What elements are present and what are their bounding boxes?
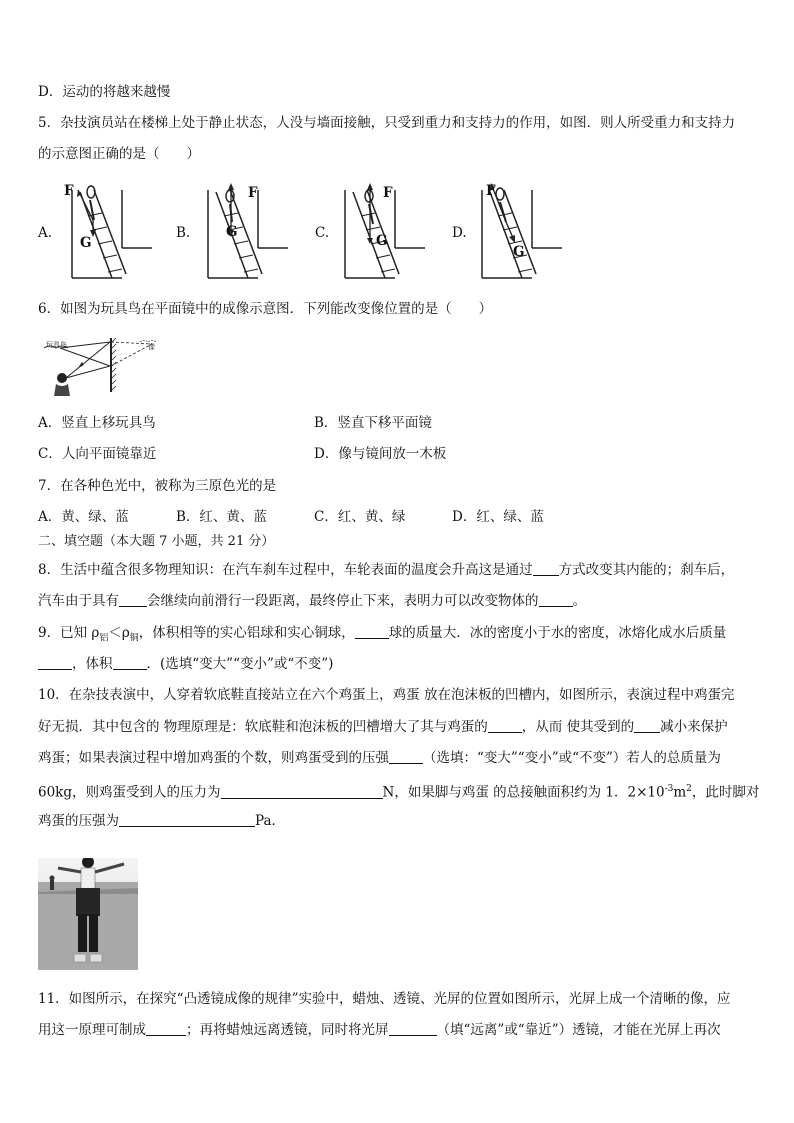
q11-line2 (38, 1021, 721, 1039)
q9-blank-2[interactable] (38, 655, 72, 670)
q10-text-2b: ，从而 使其受到的 (521, 719, 635, 735)
q11-line1: 11．如图所示，在探究“凸透镜成像的规律”实验中，蜡烛、透镜、光屏的位置如图所示，光屏上成一个清晰的像，应 (38, 991, 731, 1007)
q9-text-1: 9．已知 ρ (38, 625, 100, 641)
q10-line4 (38, 780, 759, 802)
q8-text-3: 汽车由于具有 (38, 593, 119, 609)
q10-text-5a: 鸡蛋的压强为 (38, 813, 119, 829)
q4-option-d: D．运动的将越来越慢 (38, 84, 171, 100)
q8-text-2: 方式改变其内能的；刹车后， (558, 562, 735, 578)
q6-toy-bird-label: 玩具鸟 (46, 341, 67, 349)
q10-text-3a: 鸡蛋；如果表演过程中增加鸡蛋的个数，则鸡蛋受到的压强 (38, 750, 389, 766)
q5-d-force-f: F (486, 183, 496, 199)
q9-text-3: ，体积相等的实心铝球和实心铜球， (138, 625, 355, 641)
q5-b-force-f: F (248, 185, 258, 201)
q9-text-4: 球的质量大．冰的密度小于水的密度，冰熔化成水后质量 (388, 625, 727, 641)
q6-image-label: 像 (148, 343, 155, 351)
q11-text-2b: ；再将蜡烛远离透镜，同时将光屏 (186, 1022, 389, 1038)
q5-a-force-g: G (80, 235, 92, 251)
q7-stem: 7．在各种色光中，被称为三原色光的是 (38, 478, 277, 494)
q7-option-c: C．红、黄、绿 (314, 509, 406, 525)
q10-blank-2[interactable] (634, 718, 660, 733)
q10-text-4d: ，此时脚对 (691, 784, 760, 801)
q11-text-2c: （填“远离”或“靠近”）透镜，才能在光屏上再次 (436, 1022, 721, 1038)
q5-figure-d (470, 182, 566, 282)
q10-sup-1: -3 (664, 784, 674, 794)
q8-text-4: 会继续向前滑行一段距离，最终停止下来，表明力可以改变物体的 (147, 593, 539, 609)
q5-c-force-g: G (376, 233, 388, 249)
q5-figure-a (60, 182, 156, 282)
q10-text-2c: 减小来保护 (660, 719, 728, 735)
q5-option-c-label: C. (315, 225, 330, 241)
q8-text-1: 8．生活中蕴含很多物理知识：在汽车刹车过程中，车轮表面的温度会升高这是通过 (38, 562, 533, 578)
q10-line5 (38, 812, 285, 830)
q6-stem: 6．如图为玩具鸟在平面镜中的成像示意图．下列能改变像位置的是（ ） (38, 301, 493, 317)
q9-blank-1[interactable] (355, 624, 389, 639)
q6-option-b: B．竖直下移平面镜 (314, 415, 432, 431)
q8-line1 (38, 561, 734, 579)
q5-option-a-label: A. (38, 225, 53, 241)
q10-text-4b: N，如果脚与鸡蛋 的总接触面积约为 1．2×10 (382, 784, 665, 801)
q5-option-d-label: D. (452, 225, 467, 241)
q9-text-6: ．(选填“变大”“变小”或“不变”) (146, 656, 334, 672)
q9-text-2: ＜ρ (108, 625, 130, 641)
q10-blank-5[interactable] (119, 812, 255, 827)
q10-line2 (38, 718, 728, 736)
q10-text-5b: Pa． (255, 813, 286, 829)
q7-option-b: B．红、黄、蓝 (176, 509, 267, 525)
q5-a-force-f: F (64, 183, 74, 199)
q9-blank-3[interactable] (113, 655, 147, 670)
q8-text-5: 。 (572, 593, 586, 609)
q10-blank-4[interactable] (221, 784, 383, 799)
q9-line1 (38, 624, 726, 648)
q10-text-2a: 好无损．其中包含的 物理原理是：软底鞋和泡沫板的凹槽增大了其与鸡蛋的 (38, 719, 488, 735)
q8-blank-3[interactable] (539, 592, 573, 607)
q10-sup-2: 2 (686, 784, 692, 794)
q5-b-force-g: G (226, 224, 238, 240)
q11-blank-1[interactable] (146, 1021, 186, 1036)
q11-blank-2[interactable] (389, 1021, 437, 1036)
q10-performer-photo (38, 858, 138, 970)
q6-option-c: C．人向平面镜靠近 (38, 446, 157, 462)
q10-blank-3[interactable] (389, 749, 423, 764)
section-2-title: 二、填空题（本大题 7 小题，共 21 分） (38, 534, 275, 549)
q9-line2 (38, 655, 333, 673)
q10-blank-1[interactable] (488, 718, 522, 733)
q10-line1: 10．在杂技表演中，人穿着软底鞋直接站立在六个鸡蛋上，鸡蛋 放在泡沫板的凹槽内，如图所示，表演过程中鸡蛋完 (38, 687, 735, 703)
q10-text-3b: （选填：“变大”“变小”或“不变”）若人的总质量为 (423, 750, 721, 766)
q10-text-4a: 60kg，则鸡蛋受到人的压力为 (38, 784, 221, 801)
q9-sub-copper: 铜 (129, 633, 139, 644)
q11-text-2a: 用这一原理可制成 (38, 1022, 146, 1038)
q7-option-d: D．红、绿、蓝 (452, 509, 544, 525)
q9-text-5: ，体积 (72, 656, 113, 672)
q8-line2 (38, 592, 586, 610)
q8-blank-2[interactable] (119, 592, 147, 607)
q8-blank-1[interactable] (533, 561, 559, 576)
q10-line3 (38, 749, 721, 767)
q6-option-a: A．竖直上移玩具鸟 (38, 415, 156, 431)
q5-figure-c (333, 182, 429, 282)
q6-option-d: D．像与镜间放一木板 (314, 446, 447, 462)
q5-figure-b (196, 182, 292, 282)
q10-text-4c: m (673, 784, 687, 801)
q5-stem-line2: 的示意图正确的是（ ） (38, 146, 200, 162)
q5-stem-line1: 5．杂技演员站在楼梯上处于静止状态，人没与墙面接触，只受到重力和支持力的作用，如图．则人所受重力和支持力 (38, 115, 736, 131)
q5-c-force-f: F (383, 185, 393, 201)
q5-d-force-g: G (513, 244, 525, 260)
q7-option-a: A．黄、绿、蓝 (38, 509, 129, 525)
q5-option-b-label: B. (176, 225, 191, 241)
q9-sub-aluminum: 铝 (99, 633, 109, 644)
